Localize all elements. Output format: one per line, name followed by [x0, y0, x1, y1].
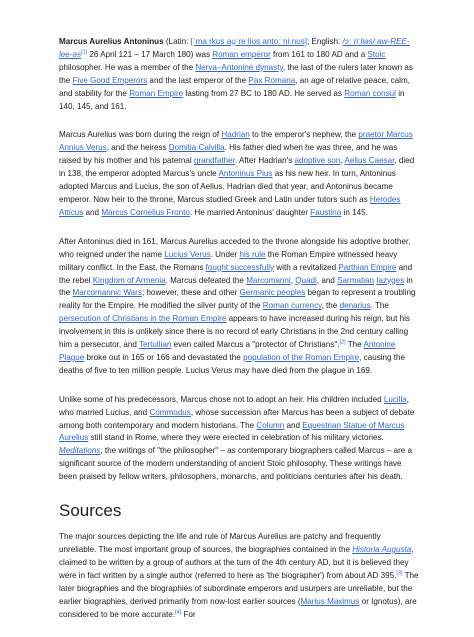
link-pax-romana[interactable]: Pax Romana	[248, 75, 296, 85]
link-tertullian[interactable]: Tertullian	[138, 340, 172, 350]
link-antoninus-pius[interactable]: Antoninus Pius	[218, 169, 273, 179]
link-lucius-verus[interactable]: Lucius Verus	[164, 249, 211, 259]
link-marius-maximus[interactable]: Marius Maximus	[300, 596, 360, 606]
link-hadrian[interactable]: Hadrian	[221, 130, 250, 140]
link-stoic[interactable]: Stoic	[367, 49, 386, 59]
sources-paragraph: The major sources depicting the life and rule of Marcus Aurelius are patchy and frequently unreliable. The most important group of sources, the biographies contained in the Historia Augusta, claimed to be written by a group of authors at the turn of the 4th century AD, but it is believed they were in fact written by a single author (referred to here as 'the biographer') from about AD 395.[3] The later biographies and the biographies of subordinate emperors and usurpers are unreliable, but the earlier biographies, derived primarily from now-lost earlier sources (Marius Maximus or Ignotus), are considered to be more accurate.[4] For	[59, 532, 419, 619]
section-heading-sources: Sources	[59, 501, 122, 521]
early-life-paragraph: Marcus Aurelius was born during the reign of Hadrian to the emperor's nephew, the praetor Marcus Annius Verus, and the heiress Domitia Calvilla. His father died when he was three, and he was raised by his mother and his paternal grandfather. After Hadrian's adoptive son, Aelius Caesar, died in 138, the emperor adopted Marcus's uncle Antoninus Pius as his new heir. In turn, Antoninus adopted Marcus and Lucius, the son of Aelius. Hadrian died that year, and Antoninus became emperor. Now heir to the throne, Marcus studied Greek and Latin under tutors such as Herodes Atticus and Marcus Cornelius Fronto. He married Antoninus' daughter Faustina in 145.	[59, 130, 415, 217]
link-commodus[interactable]: Commodus	[149, 407, 191, 417]
link-iazyges[interactable]: Iazyges	[376, 275, 405, 285]
link-roman-empire[interactable]: Roman Empire	[129, 88, 184, 98]
link-aelius-caesar[interactable]: Aelius Caesar	[344, 156, 395, 166]
reference-link[interactable]: [3]	[396, 570, 403, 577]
link-herodes-atticus[interactable]: Herodes Atticus	[59, 194, 401, 217]
link-germanic-peoples[interactable]: Germanic peoples	[239, 288, 306, 298]
link-population-of-roman-empire[interactable]: population of the Roman Empire	[243, 352, 360, 362]
link-meditations[interactable]: Meditations	[59, 446, 101, 456]
link-five-good-emperors[interactable]: Five Good Emperors	[72, 75, 148, 85]
link-his-rule[interactable]: his rule	[239, 249, 266, 259]
legacy-paragraph: Unlike some of his predecessors, Marcus chose not to adopt an heir. His children included Lucilla, who married Lucius, and Commodus, whose succession after Marcus has been a subject of debate among both contemporary and modern historians. The Column and Equestrian Statue of Marcus Aurelius still stand in Rome, where they were erected in celebration of his military victories. Meditations, the writings of "the philosopher" – as contemporary biographers called Marcus – are a significant source of the modern understanding of ancient Stoic philosophy. These writings have been praised by fellow writers, philosophers, monarchs, and politicians centuries after his death.	[59, 394, 415, 482]
latin-pronunciation-link[interactable]: [ˈmaːrkʊs au̯ˈreːliʊs antoːˈniːnʊs]	[190, 37, 307, 46]
english-pronunciation-link[interactable]: /ɔːˈriːliəs/ aw-REE-lee-əs	[59, 37, 410, 59]
link-marcomanni[interactable]: Marcomanni	[246, 275, 291, 285]
reference-link[interactable]: [1]	[81, 49, 88, 56]
link-marcomannic-wars[interactable]: Marcomannic Wars	[72, 288, 142, 298]
link-parthian-empire[interactable]: Parthian Empire	[338, 262, 397, 272]
link-antonine-plague[interactable]: Antonine Plague	[59, 340, 396, 362]
intro-paragraph: Marcus Aurelius Antoninus (Latin: [ˈmaːrkʊs au̯ˈreːliʊs antoːˈniːnʊs]; English: /ɔːˈriːliəs/ aw-REE-lee-əs[1] 26 April 121 – 17 March 180) was Roman emperor from 161 to 180 AD and a Stoic philosopher. He was a member of the Nerva–Antonine dynasty, the last of the rulers later known as the Five Good Emperors and the last emperor of the Pax Romana, an age of relative peace, calm, and stability for the Roman Empire lasting from 27 BC to 180 AD. He served as Roman consul in 140, 145, and 161.	[59, 37, 413, 111]
link-roman-consul[interactable]: Roman consul	[344, 88, 396, 98]
link-roman-currency[interactable]: Roman currency	[262, 301, 322, 311]
link-domitia-calvilla[interactable]: Domitia Calvilla	[168, 143, 225, 153]
link-historia-augusta[interactable]: Historia Augusta	[352, 545, 412, 554]
link-equestrian-statue[interactable]: Equestrian Statue of Marcus Aurelius	[59, 420, 405, 443]
link-roman-emperor[interactable]: Roman emperor	[212, 49, 271, 59]
link-lucilla[interactable]: Lucilla	[383, 394, 407, 404]
link-nerva-antonine-dynasty[interactable]: Nerva–Antonine dynasty	[195, 62, 283, 72]
link-denarius[interactable]: denarius	[339, 301, 371, 311]
link-adoptive-son[interactable]: adoptive son	[294, 156, 341, 166]
link-sarmatian[interactable]: Sarmatian	[337, 275, 374, 285]
link-kingdom-of-armenia[interactable]: Kingdom of Armenia	[92, 275, 166, 285]
link-faustina[interactable]: Faustina	[310, 207, 342, 217]
reference-link[interactable]: [2]	[339, 339, 346, 346]
link-column[interactable]: Column	[256, 420, 285, 430]
link-marcus-cornelius-fronto[interactable]: Marcus Cornelius Fronto	[101, 207, 190, 217]
subject-name: Marcus Aurelius Antoninus	[59, 37, 164, 46]
link-quadi[interactable]: Quadi	[295, 275, 317, 285]
article-body	[59, 36, 419, 637]
reference-link[interactable]: [4]	[175, 608, 182, 615]
link-grandfather[interactable]: grandfather	[193, 156, 235, 166]
link-fought-successfully[interactable]: fought successfully	[205, 262, 275, 272]
reign-paragraph: After Antoninus died in 161, Marcus Aurelius acceded to the throne alongside his adoptive brother, who reigned under the name Lucius Verus. Under his rule the Roman Empire witnessed heavy military conflict. In the East, the Romans fought successfully with a revitalized Parthian Empire and the rebel Kingdom of Armenia. Marcus defeated the Marcomanni, Quadi, and Sarmatian Iazyges in the Marcomannic Wars; however, these and other Germanic peoples began to represent a troubling reality for the Empire. He modified the silver purity of the Roman currency, the denarius. The persecution of Christians in the Roman Empire appears to have increased during his reign, but his involvement in this is unlikely since there is no record of early Christians in the 2nd century calling him a persecutor, and Tertullian even called Marcus a "protector of Christians".[2] The Antonine Plague broke out in 165 or 166 and devastated the population of the Roman Empire, causing the deaths of five to ten million people. Lucius Verus may have died from the plague in 169.	[59, 236, 416, 375]
link-praetor-marcus-annius-verus[interactable]: praetor Marcus Annius Verus	[59, 130, 413, 153]
link-persecution-of-christians[interactable]: persecution of Christians in the Roman Empire	[59, 314, 227, 324]
